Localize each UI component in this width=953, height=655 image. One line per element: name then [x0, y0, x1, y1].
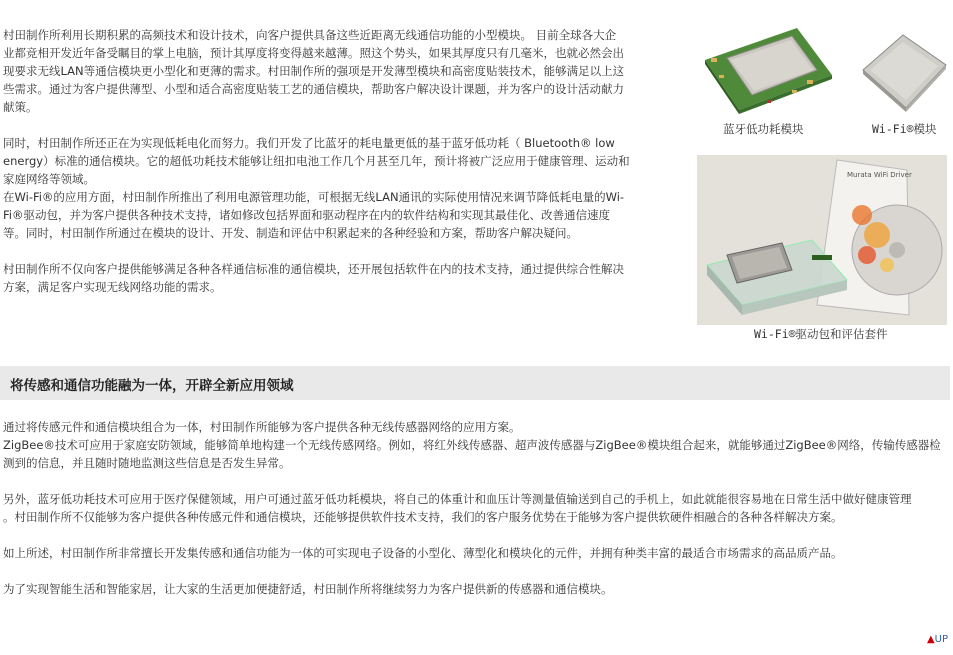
- wifi-driver-kit-image: [697, 155, 947, 325]
- section-title: 将传感和通信功能融为一体，开辟全新应用领域: [10, 378, 294, 394]
- text-line: 村田制作所不仅向客户提供能够满足各种各样通信标准的通信模块，还开展包括软件在内的技术支持，通过提供综合性解决: [3, 262, 624, 276]
- text-line: 献策。: [3, 100, 38, 114]
- ble-module-caption: 蓝牙低功耗模块: [723, 122, 804, 136]
- text-line: 方案，满足客户实现无线网络功能的需求。: [3, 280, 222, 294]
- intro-paragraph-1: [3, 26, 658, 116]
- text-line: 现要求无线LAN等通信模块更小型化和更薄的需求。村田制作所的强项是开发薄型模块和高密度贴装技术，能够满足以上这: [3, 64, 625, 78]
- up-arrow-icon: ▲: [926, 634, 935, 645]
- intro-text: [3, 26, 658, 296]
- text-line: ZigBee®技术可应用于家庭安防领域，能够简单地构建一个无线传感网络。例如，将红外线传感器、超声波传感器与ZigBee®模块组合起来，就能够通过ZigBee®网络，传输传感器检: [3, 438, 941, 452]
- section-paragraph-4: [3, 580, 948, 598]
- section-heading-bar: [0, 366, 950, 400]
- intro-paragraph-3: [3, 188, 658, 242]
- section-paragraph-2: [3, 490, 948, 526]
- section-paragraph-1: [3, 418, 948, 472]
- text-line: 等。同时，村田制作所通过在模块的设计、开发、制造和评估中积累起来的各种经验和方案，帮助客户解决疑问。: [3, 226, 578, 240]
- text-line: Fi®驱动包，并为客户提供各种技术支持，诸如修改包括界面和驱动程序在内的软件结构和实现其最佳化、改善通信速度: [3, 208, 610, 222]
- intro-paragraph-4: [3, 260, 658, 296]
- text-line: 为了实现智能生活和智能家居，让大家的生活更加便捷舒适，村田制作所将继续努力为客户提供新的传感器和通信模块。: [3, 582, 613, 596]
- text-line: 些需求。通过为客户提供薄型、小型和适合高密度贴装工艺的通信模块，帮助客户解决设计课题，并为客户的设计活动献力: [3, 82, 624, 96]
- section-text: [3, 418, 948, 598]
- back-to-top-link[interactable]: [927, 634, 948, 645]
- text-line: 另外，蓝牙低功耗技术可应用于医疗保健领域，用户可通过蓝牙低功耗模块，将自己的体重计和血压计等测量值输送到自己的手机上，如此就能很容易地在日常生活中做好健康管理: [3, 492, 912, 506]
- wifi-driver-kit-caption: Wi-Fi®驱动包和评估套件: [754, 327, 888, 341]
- section-paragraph-3: [3, 544, 948, 562]
- text-line: 。村田制作所不仅能够为客户提供各种传感元件和通信模块，还能够提供软件技术支持，我们的客户服务优势在于能够为客户提供软硬件相融合的各种各样解决方案。: [3, 510, 843, 524]
- text-line: 在Wi-Fi®的应用方面，村田制作所推出了利用电源管理功能，可根据无线LAN通讯的实际使用情况来调节降低耗电量的Wi-: [3, 190, 625, 204]
- wifi-module-image: [858, 30, 948, 115]
- text-line: 业都竞相开发近年备受瞩目的掌上电脑，预计其厚度将变得越来越薄。照这个势头，如果其厚度只有几毫米，也就必然会出: [3, 46, 624, 60]
- text-line: 村田制作所利用长期积累的高频技术和设计技术，向客户提供具备这些近距离无线通信功能的小型模块。 目前全球各大企: [3, 28, 617, 42]
- text-line: 如上所述，村田制作所非常擅长开发集传感和通信功能为一体的可实现电子设备的小型化、薄型化和模块化的元件，并拥有种类丰富的最适合市场需求的高品质产品。: [3, 546, 843, 560]
- wifi-module-caption: Wi-Fi®模块: [872, 122, 937, 136]
- text-line: 同时，村田制作所还正在为实现低耗电化而努力。我们开发了比蓝牙的耗电量更低的基于蓝牙低功耗（ Bluetooth® low: [3, 136, 615, 150]
- text-line: 家庭网络等领域。: [3, 172, 95, 186]
- text-line: 通过将传感元件和通信模块组合为一体，村田制作所能够为客户提供各种无线传感器网络的应用方案。: [3, 420, 521, 434]
- text-line: energy）标准的通信模块。它的超低功耗技术能够让纽扣电池工作几个月甚至几年，预计将被广泛应用于健康管理、运动和: [3, 154, 630, 168]
- intro-paragraph-2: [3, 134, 658, 188]
- up-link-label: UP: [934, 634, 948, 645]
- ble-module-image: [697, 20, 837, 115]
- text-line: 测到的信息，并且随时随地监测这些信息是否发生异常。: [3, 456, 291, 470]
- kit-box-title: Murata WiFi Driver: [847, 171, 912, 179]
